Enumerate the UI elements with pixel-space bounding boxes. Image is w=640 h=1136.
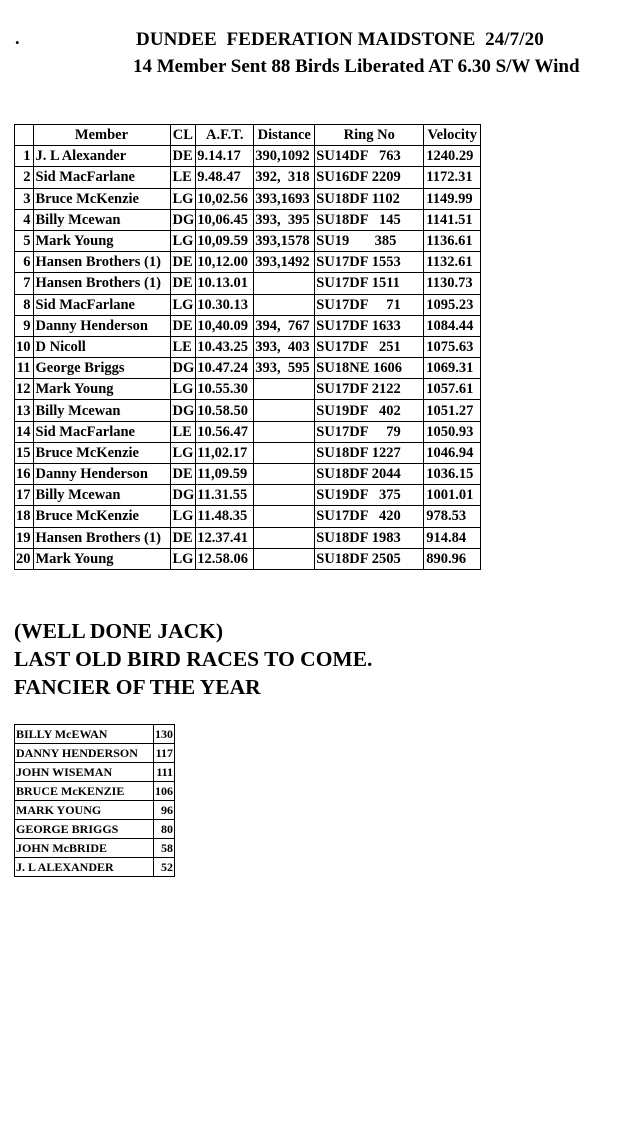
table-row (15, 763, 175, 782)
cell-distance (254, 421, 315, 442)
cell-cl: DG (170, 400, 196, 421)
cell-velocity: 1240.29 (424, 146, 481, 167)
cell-member: Sid MacFarlane (33, 294, 170, 315)
cell-aft: 10,12.00 (196, 252, 254, 273)
cell-velocity: 1172.31 (424, 167, 481, 188)
table-row (15, 839, 175, 858)
fancier-of-year-body (15, 725, 175, 877)
cell-ring-no: SU17DF 79 (315, 421, 424, 442)
race-subtitle: 14 Member Sent 88 Birds Liberated AT 6.30 S/W Wind (133, 56, 580, 77)
cell-velocity: 1130.73 (424, 273, 481, 294)
notes-block (14, 617, 372, 701)
cell-member: Sid MacFarlane (33, 167, 170, 188)
cell-cl: LE (170, 421, 196, 442)
cell-member: Mark Young (33, 230, 170, 251)
cell-member: Hansen Brothers (1) (33, 273, 170, 294)
cell-distance (254, 400, 315, 421)
table-row (15, 858, 175, 877)
table-row (15, 336, 481, 357)
cell-ring-no: SU17DF 1633 (315, 315, 424, 336)
cell-position: 3 (15, 188, 34, 209)
cell-velocity: 1132.61 (424, 252, 481, 273)
cell-distance: 392, 318 (254, 167, 315, 188)
cell-velocity: 1050.93 (424, 421, 481, 442)
cell-cl: DE (170, 252, 196, 273)
cell-aft: 12.58.06 (196, 548, 254, 569)
cell-ring-no: SU17DF 1511 (315, 273, 424, 294)
cell-cl: DE (170, 315, 196, 336)
header-distance: Distance (254, 125, 315, 146)
cell-velocity: 1046.94 (424, 442, 481, 463)
cell-position: 10 (15, 336, 34, 357)
table-row (15, 358, 481, 379)
cell-cl: LG (170, 294, 196, 315)
cell-velocity: 1141.51 (424, 209, 481, 230)
cell-position: 18 (15, 506, 34, 527)
cell-cl: LG (170, 442, 196, 463)
cell-aft: 10.30.13 (196, 294, 254, 315)
cell-distance: 390,1092 (254, 146, 315, 167)
cell-position: 19 (15, 527, 34, 548)
cell-fancier-name: DANNY HENDERSON (15, 744, 154, 763)
cell-fancier-points: 130 (154, 725, 175, 744)
cell-cl: LG (170, 230, 196, 251)
cell-cl: DE (170, 464, 196, 485)
cell-velocity: 978.53 (424, 506, 481, 527)
cell-ring-no: SU17DF 71 (315, 294, 424, 315)
cell-ring-no: SU17DF 251 (315, 336, 424, 357)
cell-member: Danny Henderson (33, 464, 170, 485)
results-table (14, 124, 481, 570)
cell-position: 4 (15, 209, 34, 230)
cell-cl: LG (170, 506, 196, 527)
cell-cl: LE (170, 336, 196, 357)
cell-fancier-name: J. L ALEXANDER (15, 858, 154, 877)
cell-member: Bruce McKenzie (33, 188, 170, 209)
cell-distance: 393, 595 (254, 358, 315, 379)
cell-aft: 10.13.01 (196, 273, 254, 294)
cell-ring-no: SU18DF 2044 (315, 464, 424, 485)
cell-distance (254, 294, 315, 315)
cell-distance (254, 527, 315, 548)
cell-ring-no: SU17DF 1553 (315, 252, 424, 273)
results-body (15, 146, 481, 570)
table-row (15, 782, 175, 801)
cell-member: Hansen Brothers (1) (33, 527, 170, 548)
cell-member: Billy Mcewan (33, 485, 170, 506)
cell-cl: LG (170, 548, 196, 569)
cell-cl: LG (170, 188, 196, 209)
table-row (15, 146, 481, 167)
cell-distance (254, 548, 315, 569)
cell-ring-no: SU17DF 420 (315, 506, 424, 527)
cell-position: 17 (15, 485, 34, 506)
cell-aft: 10,09.59 (196, 230, 254, 251)
cell-position: 20 (15, 548, 34, 569)
cell-velocity: 1036.15 (424, 464, 481, 485)
header-cl: CL (170, 125, 196, 146)
cell-ring-no: SU17DF 2122 (315, 379, 424, 400)
cell-position: 1 (15, 146, 34, 167)
cell-ring-no: SU18DF 145 (315, 209, 424, 230)
cell-distance (254, 273, 315, 294)
cell-fancier-name: BRUCE McKENZIE (15, 782, 154, 801)
cell-member: Mark Young (33, 379, 170, 400)
cell-position: 16 (15, 464, 34, 485)
cell-ring-no: SU19DF 402 (315, 400, 424, 421)
cell-ring-no: SU18DF 1227 (315, 442, 424, 463)
header-velocity: Velocity (424, 125, 481, 146)
cell-distance: 393, 395 (254, 209, 315, 230)
cell-fancier-name: JOHN McBRIDE (15, 839, 154, 858)
notes-line-last-races: LAST OLD BIRD RACES TO COME. (14, 647, 373, 671)
cell-position: 12 (15, 379, 34, 400)
cell-distance: 394, 767 (254, 315, 315, 336)
cell-ring-no: SU19DF 375 (315, 485, 424, 506)
cell-fancier-points: 106 (154, 782, 175, 801)
cell-aft: 10,02.56 (196, 188, 254, 209)
cell-ring-no: SU18NE 1606 (315, 358, 424, 379)
table-row (15, 548, 481, 569)
cell-member: Danny Henderson (33, 315, 170, 336)
cell-cl: DG (170, 358, 196, 379)
cell-cl: DE (170, 527, 196, 548)
cell-ring-no: SU18DF 2505 (315, 548, 424, 569)
table-row (15, 230, 481, 251)
cell-member: Sid MacFarlane (33, 421, 170, 442)
table-row (15, 801, 175, 820)
results-header-row (15, 125, 481, 146)
cell-velocity: 1075.63 (424, 336, 481, 357)
cell-aft: 10,06.45 (196, 209, 254, 230)
cell-position: 8 (15, 294, 34, 315)
cell-position: 13 (15, 400, 34, 421)
cell-member: Billy Mcewan (33, 400, 170, 421)
header-position (15, 125, 34, 146)
cell-aft: 9.14.17 (196, 146, 254, 167)
table-row (15, 820, 175, 839)
fancier-of-year-table (14, 724, 175, 877)
cell-member: George Briggs (33, 358, 170, 379)
table-row (15, 273, 481, 294)
cell-cl: DE (170, 146, 196, 167)
cell-member: J. L Alexander (33, 146, 170, 167)
cell-aft: 10.58.50 (196, 400, 254, 421)
table-row (15, 294, 481, 315)
table-row (15, 167, 481, 188)
cell-distance: 393,1578 (254, 230, 315, 251)
table-row (15, 379, 481, 400)
cell-member: Bruce McKenzie (33, 506, 170, 527)
header-ring-no: Ring No (315, 125, 424, 146)
table-row (15, 464, 481, 485)
cell-ring-no: SU14DF 763 (315, 146, 424, 167)
table-row (15, 209, 481, 230)
cell-aft: 11,02.17 (196, 442, 254, 463)
cell-distance (254, 485, 315, 506)
table-row (15, 188, 481, 209)
cell-distance: 393, 403 (254, 336, 315, 357)
cell-distance: 393,1492 (254, 252, 315, 273)
cell-member: D Nicoll (33, 336, 170, 357)
table-row (15, 527, 481, 548)
cell-fancier-name: JOHN WISEMAN (15, 763, 154, 782)
cell-velocity: 1001.01 (424, 485, 481, 506)
cell-distance (254, 464, 315, 485)
cell-position: 6 (15, 252, 34, 273)
cell-fancier-points: 80 (154, 820, 175, 839)
cell-aft: 10.55.30 (196, 379, 254, 400)
cell-aft: 10.56.47 (196, 421, 254, 442)
cell-position: 2 (15, 167, 34, 188)
cell-velocity: 1051.27 (424, 400, 481, 421)
table-row (15, 315, 481, 336)
cell-fancier-name: BILLY McEWAN (15, 725, 154, 744)
cell-fancier-points: 111 (154, 763, 175, 782)
cell-cl: DG (170, 209, 196, 230)
cell-ring-no: SU16DF 2209 (315, 167, 424, 188)
cell-aft: 11.48.35 (196, 506, 254, 527)
table-row (15, 506, 481, 527)
cell-cl: LE (170, 167, 196, 188)
notes-line-fancier-heading: FANCIER OF THE YEAR (14, 675, 261, 699)
header-member: Member (33, 125, 170, 146)
cell-member: Billy Mcewan (33, 209, 170, 230)
table-row (15, 744, 175, 763)
cell-cl: LG (170, 379, 196, 400)
cell-aft: 11,09.59 (196, 464, 254, 485)
cell-cl: DG (170, 485, 196, 506)
cell-distance (254, 379, 315, 400)
cell-fancier-points: 117 (154, 744, 175, 763)
cell-fancier-points: 96 (154, 801, 175, 820)
cell-position: 9 (15, 315, 34, 336)
cell-velocity: 1136.61 (424, 230, 481, 251)
cell-velocity: 1095.23 (424, 294, 481, 315)
table-row (15, 421, 481, 442)
cell-ring-no: SU18DF 1983 (315, 527, 424, 548)
table-row (15, 442, 481, 463)
cell-fancier-points: 52 (154, 858, 175, 877)
notes-line-well-done: (WELL DONE JACK) (14, 619, 224, 643)
cell-position: 7 (15, 273, 34, 294)
cell-position: 14 (15, 421, 34, 442)
table-row (15, 725, 175, 744)
cell-fancier-name: MARK YOUNG (15, 801, 154, 820)
table-row (15, 485, 481, 506)
cell-ring-no: SU18DF 1102 (315, 188, 424, 209)
cell-ring-no: SU19 385 (315, 230, 424, 251)
table-row (15, 252, 481, 273)
table-row (15, 400, 481, 421)
cell-aft: 12.37.41 (196, 527, 254, 548)
cell-member: Bruce McKenzie (33, 442, 170, 463)
cell-cl: DE (170, 273, 196, 294)
cell-velocity: 1084.44 (424, 315, 481, 336)
cell-position: 11 (15, 358, 34, 379)
cell-fancier-points: 58 (154, 839, 175, 858)
cell-velocity: 890.96 (424, 548, 481, 569)
cell-distance: 393,1693 (254, 188, 315, 209)
cell-distance (254, 442, 315, 463)
cell-aft: 10.47.24 (196, 358, 254, 379)
race-title: DUNDEE FEDERATION MAIDSTONE 24/7/20 (136, 29, 544, 50)
cell-aft: 11.31.55 (196, 485, 254, 506)
cell-aft: 9.48.47 (196, 167, 254, 188)
cell-position: 15 (15, 442, 34, 463)
cell-member: Mark Young (33, 548, 170, 569)
cell-velocity: 1057.61 (424, 379, 481, 400)
cell-member: Hansen Brothers (1) (33, 252, 170, 273)
cell-velocity: 914.84 (424, 527, 481, 548)
cell-aft: 10.43.25 (196, 336, 254, 357)
cell-velocity: 1149.99 (424, 188, 481, 209)
leading-dot: . (15, 28, 20, 48)
cell-velocity: 1069.31 (424, 358, 481, 379)
cell-aft: 10,40.09 (196, 315, 254, 336)
cell-fancier-name: GEORGE BRIGGS (15, 820, 154, 839)
cell-distance (254, 506, 315, 527)
cell-position: 5 (15, 230, 34, 251)
header-aft: A.F.T. (196, 125, 254, 146)
